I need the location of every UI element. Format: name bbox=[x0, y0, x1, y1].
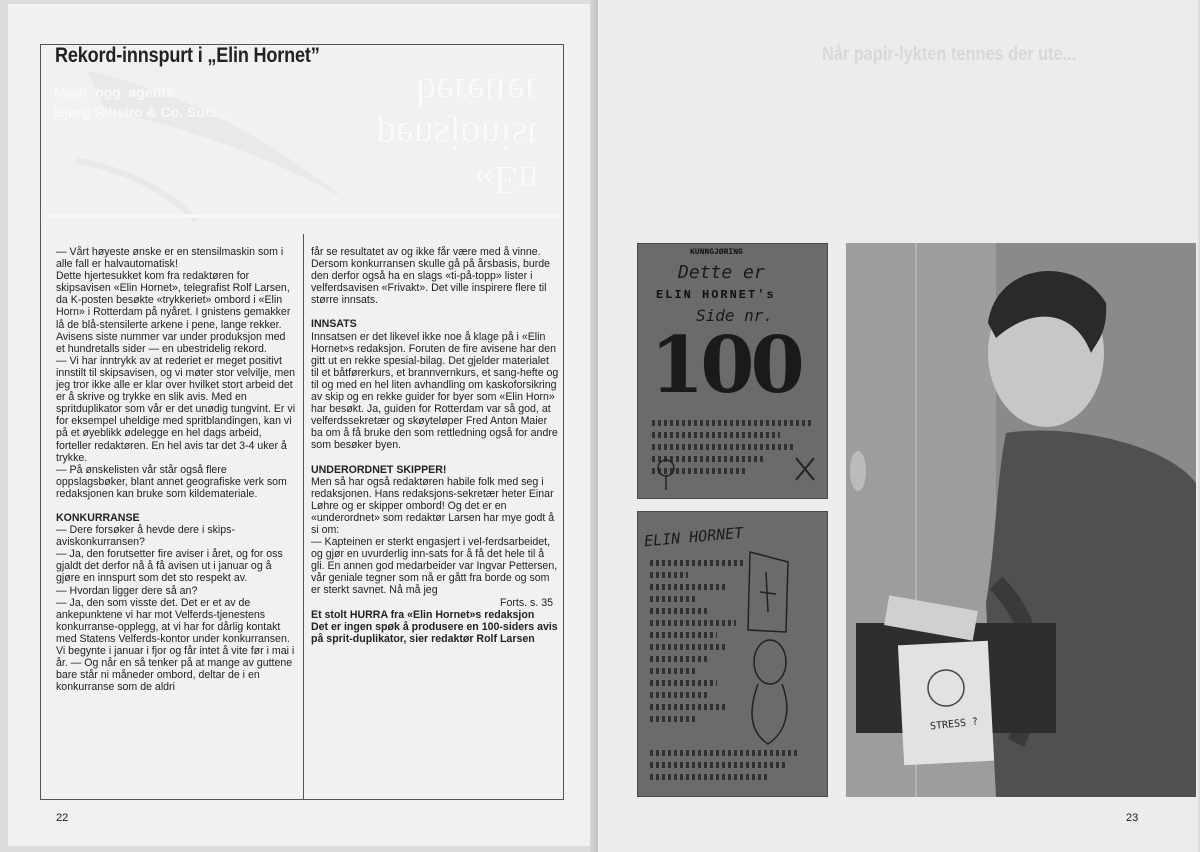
faded-subheading: Møøt ogg agents: Bjørg Ribeiro & Co. Sucr... bbox=[54, 84, 230, 120]
flower-doodle-icon bbox=[648, 450, 818, 492]
section-heading-konkurranse: KONKURRANSE bbox=[56, 511, 140, 524]
paragraph: — Ja, den som visste det. Det er et av de ankepunktene vi har mot Velferds-tjenestens konkurranse-opplegg, at vi har for dårlig kontakt med Statens Velferds-kontor under konkurransen. Vi begynte i januar i fjor og får intet å vite før i mai i år. — Og når en så tenker på at mange av guttene bare står ni måneder ombord, deltar de i en konkurranse som de aldri bbox=[56, 596, 295, 694]
continued-note: Forts. s. 35 bbox=[500, 596, 553, 609]
paragraph: — Hvordan ligger dere så an? bbox=[56, 584, 198, 597]
article-column-2 bbox=[311, 246, 559, 645]
page-number-left: 22 bbox=[56, 812, 69, 824]
clipping-label: KUNNGJØRING bbox=[690, 248, 743, 257]
paragraph: Innsatsen er det likevel ikke noe å klage på i «Elin Hornet»s redaksjon. Foruten de fire avisene har den gitt ut en rekke spesial-bilag. Det gjelder materialet til et båtførerkurs, et brannvernkurs, et sang-hefte og til og med en hel liten avhandling om kaskoforsikring av skip og en rekke guider for byer som «Elin Horn» har besøkt. Ja, guiden for Rotterdam var så god, at velferdssekretær og skøyteløper Fred Anton Maier ba om å få bruke den som rettledning også for andre som besøker byen. bbox=[311, 330, 559, 452]
article-headline: Rekord-innspurt i „Elin Hornet” bbox=[55, 44, 320, 67]
clipping-title: ELIN HORNET bbox=[643, 523, 744, 551]
clipping-line: Side nr. bbox=[696, 306, 774, 325]
paragraph: får se resultatet av og ikke får være med å vinne. Dersom konkurransen skulle gå på årsbasis, burde den derfor også ha en slags «ti-på-topp» lister i velferdsavisen «Frivakt». Det ville inspirere flere til større innsats. bbox=[311, 246, 551, 307]
newspaper-clipping-cartoon bbox=[637, 511, 828, 797]
article-column-1 bbox=[56, 246, 296, 693]
paragraph: — På ønskelisten vår står også flere oppslagsbøker, blant annet geografiske verk som redaksjonen kan bruke som kildemateriale. bbox=[56, 463, 287, 500]
clipping-number: 100 bbox=[650, 320, 801, 411]
editor-photo bbox=[846, 243, 1196, 797]
paragraph: Dette hjertesukket kom fra redaktøren for skipsavisen «Elin Hornet», telegrafist Rolf Larsen, da K-posten besøkte «trykkeriet» ombord i «Elin Horn» i Rotterdam på nyåret. I gnistens gemakker lå de blå-stensilerte arkene i pene, lange rekker. Avisens siste nummer var under produksjon med et hundretalls sider — en ubestridelig rekord. bbox=[56, 270, 291, 355]
paragraph: — Vårt høyeste ønske er en stensilmaskin som i alle fall er halvautomatisk! bbox=[56, 246, 284, 271]
section-heading-innsats: INNSATS bbox=[311, 318, 357, 331]
clipping-line: ELIN HORNET's bbox=[656, 288, 776, 302]
column-divider bbox=[303, 234, 304, 800]
paragraph: Men så har også redaktøren habile folk med seg i redaksjonen. Hans redaksjons-sekretær heter Einar Løhre og er skipper ombord! Og det er en «underordnet» som redaktør Larsen har mye godt å si om: bbox=[311, 475, 555, 536]
photo-caption-2: Det er ingen spøk å produsere en 100-siders avis på sprit-duplikator, sier redaktør Rolf Larsen bbox=[311, 620, 558, 645]
clipping-text-lines bbox=[650, 750, 800, 786]
section-heading-skipper: UNDERORDNET SKIPPER! bbox=[311, 463, 447, 476]
man-at-duplicator-photo bbox=[846, 243, 1196, 797]
faded-right-heading: Når papir-lykten tennes der ute... bbox=[822, 44, 1077, 65]
newspaper-clipping-100 bbox=[637, 243, 828, 499]
clipping-text-lines bbox=[650, 560, 746, 728]
paragraph: — Vi har inntrykk av at rederiet er meget positivt innstilt til skipsavisen, og vi møter stor velvilje, men jeg tror ikke alle er klar over hvilket stort arbeid det er å skrive og trykke en slik avis. Med en spritduplikator som vår er det unødig tungvint. Er vi for eksempel uheldige med spritblandingen, kan vi på et øyeblikk ødelegge en hel dags arbeid, forteller redaktøren. En hel avis tar det 3-4 uker å trykke. bbox=[56, 354, 296, 464]
page-number-right: 23 bbox=[1126, 812, 1139, 824]
clipping-line: Dette er bbox=[678, 262, 765, 283]
photo-caption-1: Et stolt HURRA fra «Elin Hornet»s redaksjon bbox=[311, 608, 535, 621]
stress-sign: STRESS ? bbox=[929, 716, 979, 733]
paragraph: — Kapteinen er sterkt engasjert i vel-ferdsarbeidet, og gjør en uvurderlig inn-sats for å få det hele til å gli. En annen god medarbeider var Ingvar Pettersen, vår geniale tegner som nå er gått fra borde og som er sterkt savnet. Nå må jeg bbox=[311, 536, 558, 597]
faded-title: «En pensjonist beretter bbox=[376, 70, 539, 203]
paragraph: — Dere forsøker å hevde dere i skips-aviskonkurransen? bbox=[56, 524, 235, 549]
paragraph: — Ja, den forutsetter fire aviser i året, og for oss gjaldt det derfor nå å få avisen ut i januar og å gjøre en innspurt som det sto respekt av. bbox=[56, 548, 283, 585]
